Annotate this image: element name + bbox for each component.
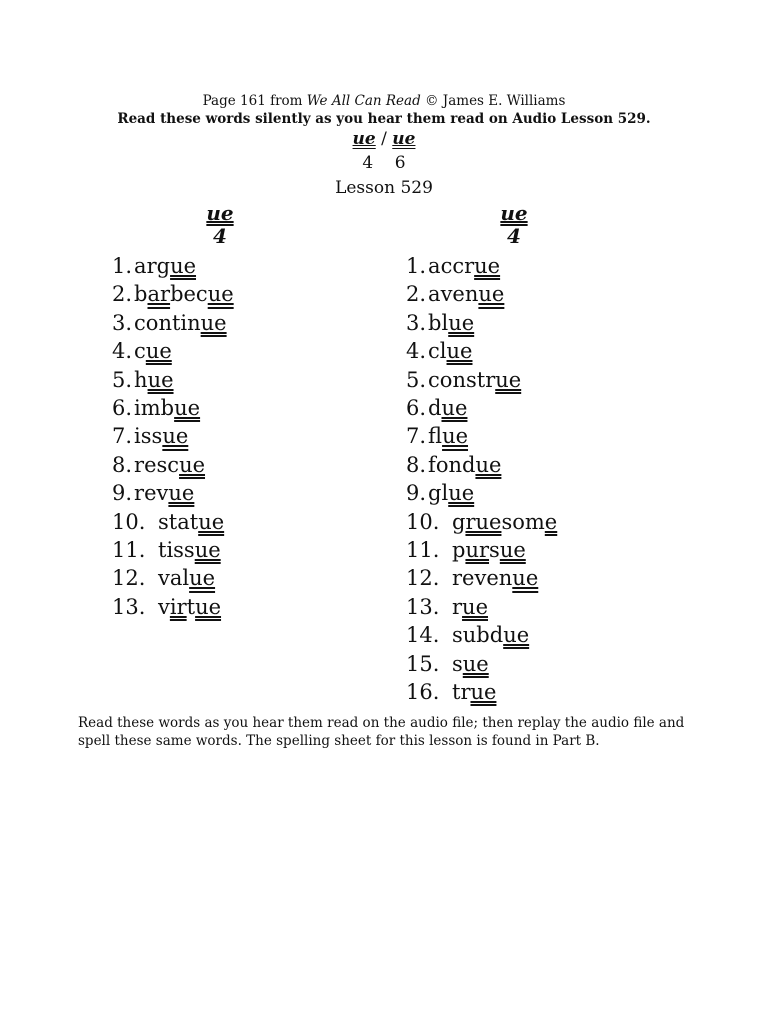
word-number: 5. (112, 367, 133, 392)
word-underlined-part: ue (198, 509, 225, 534)
instruction-line: Read these words silently as you hear them read on Audio Lesson 529. (117, 111, 651, 127)
word-text (428, 339, 472, 363)
sound-fraction (0, 129, 768, 149)
word-part: resc (134, 452, 180, 477)
word-underlined-part: r (465, 509, 476, 534)
word-text (452, 652, 489, 676)
word-underlined-part: ue (170, 254, 197, 278)
word-part: fl (428, 424, 443, 449)
word-item (406, 564, 557, 592)
word-number: 16. (406, 680, 440, 705)
word-text (452, 538, 526, 562)
word-item (112, 536, 234, 564)
word-text (134, 254, 196, 278)
word-item (406, 479, 557, 507)
word-item (406, 309, 557, 337)
word-part: s (452, 651, 463, 676)
word-part: arg (134, 254, 171, 278)
word-part: s (489, 538, 500, 563)
word-part: subd (452, 623, 504, 648)
word-underlined-part: ir (169, 594, 187, 619)
word-item (406, 508, 557, 536)
word-part: gl (428, 481, 449, 506)
column-2-heading-top: ue (500, 201, 528, 225)
word-underlined-part: ue (462, 594, 488, 619)
word-item (112, 593, 234, 621)
word-part: tr (452, 680, 471, 705)
column-2-heading (484, 202, 544, 248)
word-item (406, 678, 557, 706)
word-part: iss (134, 424, 163, 449)
column-1-heading (190, 202, 250, 248)
word-text (428, 481, 474, 505)
word-text (134, 368, 173, 392)
word-item (112, 394, 234, 422)
word-underlined-part: ue (194, 538, 221, 563)
word-underlined-part: ue (442, 424, 469, 449)
word-underlined-part: ue (174, 396, 201, 421)
word-item (112, 309, 234, 337)
word-part: fond (428, 452, 476, 477)
word-part: v (158, 594, 170, 619)
word-item (406, 451, 557, 479)
word-underlined-part: ur (465, 538, 490, 563)
fraction-separator: / (375, 129, 393, 149)
word-number: 11. (112, 538, 146, 563)
word-item (406, 422, 557, 450)
word-part: h (134, 367, 148, 392)
word-part: cl (428, 339, 447, 364)
word-item (112, 422, 234, 450)
word-underlined-part: ue (495, 367, 522, 392)
word-number: 8. (406, 452, 427, 477)
word-number: 7. (406, 424, 427, 449)
word-underlined-part: ue (448, 481, 475, 506)
word-underlined-part: ue (147, 367, 174, 392)
word-underlined-part: ue (446, 339, 473, 364)
word-underlined-part: ue (195, 594, 222, 619)
source-prefix: Page 161 from (202, 93, 307, 109)
source-suffix: © James E. Williams (420, 93, 566, 109)
word-text (452, 566, 538, 590)
word-item (112, 337, 234, 365)
word-text (428, 311, 474, 335)
word-part: bec (170, 282, 208, 307)
word-text (452, 680, 496, 704)
word-part: d (428, 396, 442, 421)
word-item (406, 593, 557, 621)
word-number: 10. (112, 509, 146, 534)
word-underlined-part: ue (168, 481, 195, 506)
column-1-heading-bottom: 4 (213, 224, 227, 248)
word-number: 2. (112, 282, 133, 307)
word-part: accr (428, 254, 475, 278)
column-2-heading-bottom: 4 (507, 224, 521, 248)
book-title: We All Can Read (306, 93, 421, 109)
word-text (428, 254, 500, 278)
word-part: b (134, 282, 148, 307)
word-text (428, 396, 467, 420)
word-item (406, 252, 557, 280)
word-text (428, 282, 504, 306)
word-part: p (452, 538, 466, 563)
word-number: 1. (406, 254, 427, 278)
word-item (112, 564, 234, 592)
word-text (134, 424, 188, 448)
word-part: som (501, 509, 545, 534)
word-underlined-part: ar (147, 282, 171, 307)
word-underlined-part: ue (462, 651, 489, 676)
word-list-column-2 (406, 252, 557, 707)
word-part: bl (428, 310, 449, 335)
word-item (112, 366, 234, 394)
word-part: r (452, 594, 463, 619)
word-number: 15. (406, 651, 440, 676)
word-item (406, 337, 557, 365)
word-number: 5. (406, 367, 427, 392)
word-number: 4. (406, 339, 427, 364)
word-number: 13. (112, 594, 146, 619)
word-item (406, 650, 557, 678)
word-text (134, 453, 205, 477)
word-item (406, 280, 557, 308)
word-part: contin (134, 310, 201, 335)
word-text (452, 510, 557, 534)
word-number: 3. (406, 310, 427, 335)
word-number: 13. (406, 594, 440, 619)
word-underlined-part: ue (145, 339, 172, 364)
word-text (158, 595, 221, 619)
word-part: tiss (158, 538, 195, 563)
word-underlined-part: ue (448, 310, 475, 335)
word-text (134, 396, 200, 420)
word-text (452, 595, 488, 619)
word-item (112, 252, 234, 280)
word-number: 6. (406, 396, 427, 421)
word-number: 1. (112, 254, 133, 278)
word-part: stat (158, 509, 199, 534)
word-underlined-part: e (544, 509, 558, 534)
footer-instructions: Read these words as you hear them read on the audio file; then replay the audio file and spell these same words. The spelling sheet for this lesson is found in Part B. (78, 715, 685, 749)
word-text (428, 368, 521, 392)
word-item (406, 536, 557, 564)
word-part: c (134, 339, 146, 364)
word-underlined-part: ue (512, 566, 539, 591)
word-item (112, 479, 234, 507)
word-underlined-part: ue (470, 680, 497, 705)
word-text (134, 481, 194, 505)
word-part: rev (134, 481, 169, 506)
word-part: reven (452, 566, 513, 591)
word-underlined-part: ue (189, 566, 216, 591)
sound-numbers: 4 6 (362, 153, 406, 173)
word-number: 14. (406, 623, 440, 648)
word-text (134, 339, 172, 363)
word-number: 2. (406, 282, 427, 307)
word-part: aven (428, 282, 479, 307)
word-underlined-part: ue (499, 538, 526, 563)
word-underlined-part: ue (162, 424, 189, 449)
lesson-title: Lesson 529 (335, 178, 433, 198)
word-text (158, 566, 215, 590)
word-item (406, 394, 557, 422)
word-underlined-part: ue (474, 254, 501, 278)
word-underlined-part: ue (503, 623, 530, 648)
word-number: 8. (112, 452, 133, 477)
word-underlined-part: ue (478, 282, 505, 307)
word-number: 9. (112, 481, 133, 506)
word-part: constr (428, 367, 496, 392)
word-item (406, 621, 557, 649)
column-1-heading-top: ue (206, 201, 234, 225)
word-item (112, 451, 234, 479)
source-line (0, 93, 768, 109)
word-text (428, 453, 501, 477)
word-item (406, 366, 557, 394)
word-item (112, 508, 234, 536)
word-underlined-part: ue (207, 282, 234, 307)
fraction-left: ue (352, 129, 376, 149)
word-underlined-part: ue (200, 310, 227, 335)
word-number: 7. (112, 424, 133, 449)
word-number: 9. (406, 481, 427, 506)
word-number: 12. (406, 566, 440, 591)
word-part: imb (134, 396, 175, 421)
word-part: t (186, 594, 196, 619)
word-number: 4. (112, 339, 133, 364)
word-text (428, 424, 468, 448)
word-underlined-part: ue (441, 396, 468, 421)
word-text (158, 510, 224, 534)
word-underlined-part: ue (475, 509, 502, 534)
word-item (112, 280, 234, 308)
word-part: g (452, 509, 466, 534)
word-number: 3. (112, 310, 133, 335)
word-text (452, 623, 529, 647)
word-text (158, 538, 221, 562)
word-number: 10. (406, 509, 440, 534)
word-part: val (158, 566, 190, 591)
word-text (134, 311, 227, 335)
word-number: 6. (112, 396, 133, 421)
word-text (134, 282, 234, 306)
word-underlined-part: ue (475, 452, 502, 477)
word-number: 11. (406, 538, 440, 563)
word-list-column-1 (112, 252, 234, 621)
word-number: 12. (112, 566, 146, 591)
word-underlined-part: ue (179, 452, 206, 477)
fraction-right: ue (392, 129, 416, 149)
